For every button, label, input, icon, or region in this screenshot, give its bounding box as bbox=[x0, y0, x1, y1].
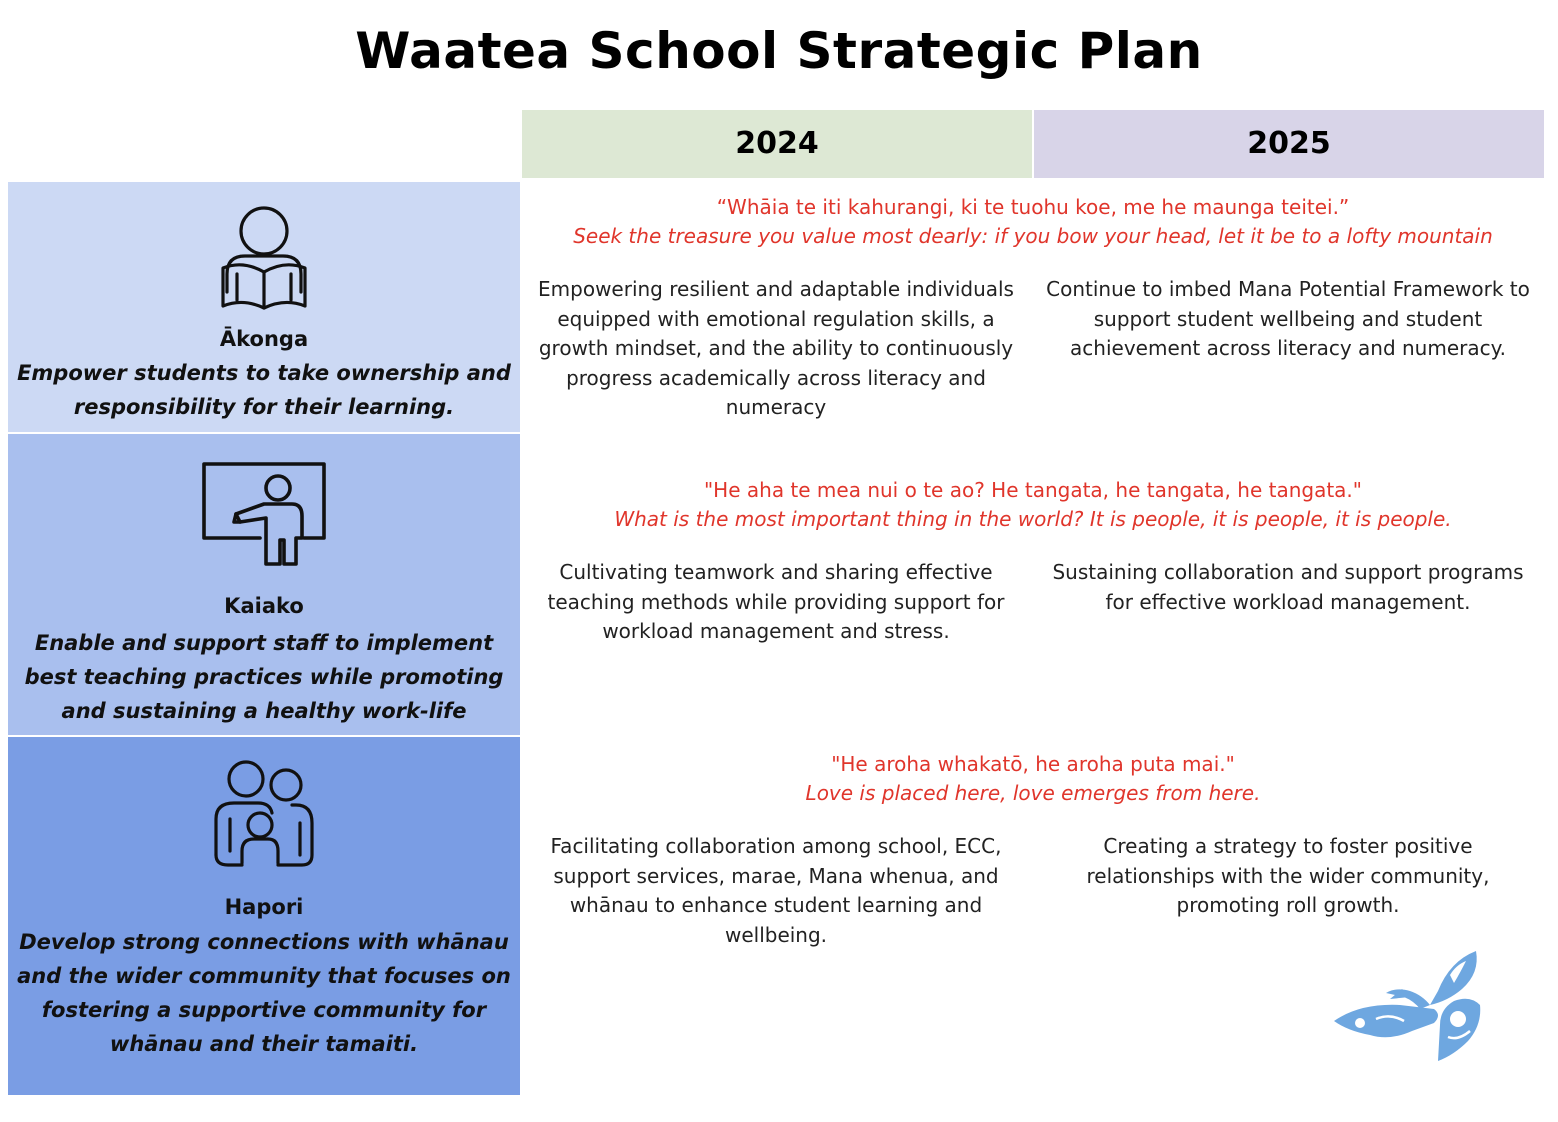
row-name: Kaiako bbox=[224, 594, 304, 618]
plan-2024-kaiako: Cultivating teamwork and sharing effective teaching methods while providing support for workload management and stress. bbox=[547, 560, 1005, 643]
row-hapori bbox=[8, 735, 520, 1095]
row-name: Ākonga bbox=[219, 327, 309, 351]
teacher-board-icon bbox=[200, 460, 328, 572]
quote-hapori bbox=[522, 750, 1544, 808]
quote-translation: Love is placed here, love emerges from here. bbox=[805, 781, 1261, 805]
plan-2025-kaiako: Sustaining collaboration and support programs for effective workload management. bbox=[1052, 560, 1524, 614]
page-title: Waatea School Strategic Plan bbox=[355, 22, 1203, 80]
quote-akonga bbox=[522, 193, 1544, 251]
quote-translation: Seek the treasure you value most dearly: if you bow your head, let it be to a lofty mountain bbox=[573, 224, 1493, 248]
year-header-2024: 2024 bbox=[522, 110, 1032, 178]
student-reading-icon bbox=[219, 204, 309, 318]
plan-2024-akonga: Empowering resilient and adaptable individuals equipped with emotional regulation skills, a growth mindset, and the ability to continuously progress academically across literacy and numeracy bbox=[538, 277, 1014, 419]
quote-text: "He aha te mea nui o te ao? He tangata, he tangata, he tangata." bbox=[703, 478, 1362, 502]
row-description: Enable and support staff to implement best teaching practices while promoting and sustaining a healthy work-life bbox=[24, 631, 504, 723]
bird-logo-icon bbox=[1330, 945, 1490, 1069]
row-description: Develop strong connections with whānau and the wider community that focuses on fostering a supportive community for whānau and their tamaiti. bbox=[17, 930, 511, 1056]
family-icon bbox=[212, 759, 316, 875]
quote-text: “Whāia te iti kahurangi, ki te tuohu koe, me he maunga teitei.” bbox=[716, 195, 1350, 219]
quote-text: "He aroha whakatō, he aroha puta mai." bbox=[831, 752, 1235, 776]
plan-2025-hapori: Creating a strategy to foster positive relationships with the wider community, promoting roll growth. bbox=[1086, 834, 1490, 917]
quote-kaiako bbox=[522, 476, 1544, 534]
row-description: Empower students to take ownership and responsibility for their learning. bbox=[17, 361, 511, 419]
quote-translation: What is the most important thing in the world? It is people, it is people, it is people. bbox=[614, 507, 1452, 531]
year-header-2025: 2025 bbox=[1034, 110, 1544, 178]
row-name: Hapori bbox=[224, 895, 304, 919]
plan-2024-hapori: Facilitating collaboration among school, ECC, support services, marae, Mana whenua, and whānau to enhance student learning and wellbeing. bbox=[550, 834, 1002, 947]
plan-2025-akonga: Continue to imbed Mana Potential Framework to support student wellbeing and student achievement across literacy and numeracy. bbox=[1046, 277, 1530, 360]
row-kaiako bbox=[8, 432, 520, 735]
row-akonga bbox=[8, 180, 520, 432]
